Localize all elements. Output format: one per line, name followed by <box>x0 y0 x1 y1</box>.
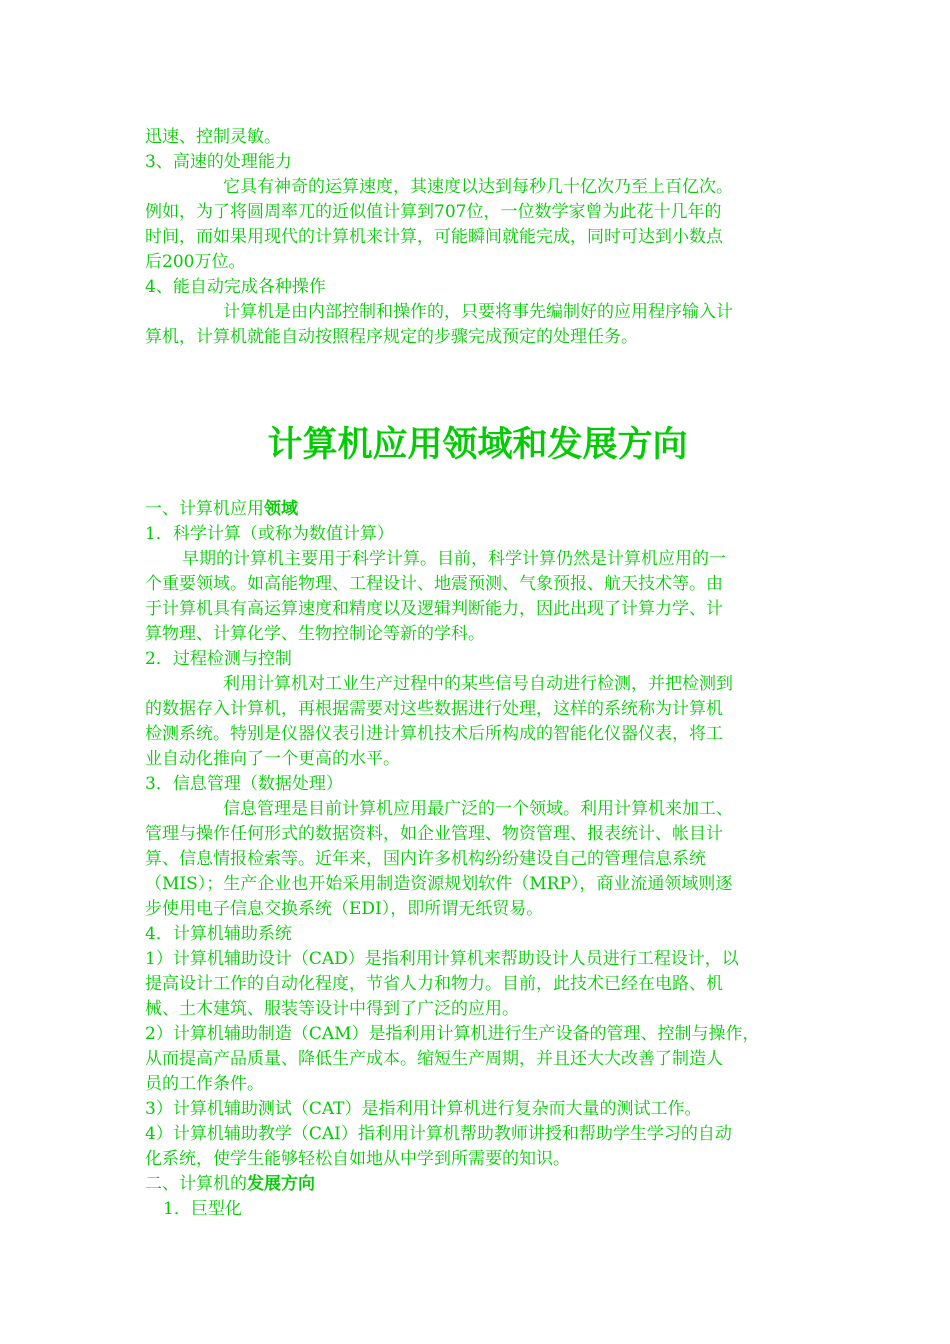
item-heading: 1．科学计算（或称为数值计算） <box>145 524 394 544</box>
item-heading: 3．信息管理（数据处理） <box>145 774 343 794</box>
paragraph-line: 管理与操作任何形式的数据资料，如企业管理、物资管理、报表统计、帐目计 <box>145 824 723 844</box>
paragraph-line: 1）计算机辅助设计（CAD）是指利用计算机来帮助设计人员进行工程设计，以 <box>145 949 739 969</box>
document-title: 计算机应用领域和发展方向 <box>267 425 688 465</box>
paragraph-line: 时间，而如果用现代的计算机来计算，可能瞬间就能完成，同时可达到小数点 <box>145 227 723 247</box>
item-heading: 3、高速的处理能力 <box>145 152 292 172</box>
section-heading-prefix: 二、计算机的 <box>145 1174 247 1194</box>
paragraph-line: 迅速、控制灵敏。 <box>145 127 281 147</box>
paragraph-line: 步使用电子信息交换系统（EDI），即所谓无纸贸易。 <box>145 899 544 919</box>
paragraph-line: 它具有神奇的运算速度，其速度以达到每秒几十亿次乃至上百亿次。 <box>223 177 733 197</box>
paragraph-line: 3）计算机辅助测试（CAT）是指利用计算机进行复杂而大量的测试工作。 <box>145 1099 702 1119</box>
paragraph-line: 2）计算机辅助制造（CAM）是指利用计算机进行生产设备的管理、控制与操作， <box>145 1024 760 1044</box>
title-gap <box>145 470 810 497</box>
paragraph-line: 从而提高产品质量、降低生产成本。缩短生产周期，并且还大大改善了制造人 <box>145 1049 723 1069</box>
paragraph-line: 4）计算机辅助教学（CAI）指利用计算机帮助教师讲授和帮助学生学习的自动 <box>145 1124 732 1144</box>
paragraph-line: 的数据存入计算机，再根据需要对这些数据进行处理，这样的系统称为计算机 <box>145 699 723 719</box>
paragraph-line: 算、信息情报检索等。近年来，国内许多机构纷纷建设自己的管理信息系统 <box>145 849 706 869</box>
section-heading-prefix: 一、计算机应用 <box>145 499 264 519</box>
item-heading: 4．计算机辅助系统 <box>145 924 292 944</box>
paragraph-line: 计算机是由内部控制和操作的，只要将事先编制好的应用程序输入计 <box>223 302 733 322</box>
paragraph-line: 个重要领域。如高能物理、工程设计、地震预测、气象预报、航天技术等。由 <box>145 574 723 594</box>
paragraph-line: 例如，为了将圆周率兀的近似值计算到707位，一位数学家曾为此花十几年的 <box>145 202 722 222</box>
paragraph-line: 化系统，使学生能够轻松自如地从中学到所需要的知识。 <box>145 1149 570 1169</box>
item-heading: 2．过程检测与控制 <box>145 649 292 669</box>
paragraph-line: 械、土木建筑、服装等设计中得到了广泛的应用。 <box>145 999 519 1019</box>
paragraph-line: 算机，计算机就能自动按照程序规定的步骤完成预定的处理任务。 <box>145 327 638 347</box>
paragraph-line: 提高设计工作的自动化程度，节省人力和物力。目前，此技术已经在电路、机 <box>145 974 723 994</box>
paragraph-line: 利用计算机对工业生产过程中的某些信号自动进行检测，并把检测到 <box>223 674 733 694</box>
paragraph-line: 早期的计算机主要用于科学计算。目前，科学计算仍然是计算机应用的一 <box>182 549 726 569</box>
item-heading: 4、能自动完成各种操作 <box>145 277 326 297</box>
section-gap <box>145 350 810 420</box>
section-heading <box>145 1172 810 1197</box>
section-heading-bold: 领域 <box>264 499 298 519</box>
paragraph-line: （MIS）；生产企业也开始采用制造资源规划软件（MRP），商业流通领域则逐 <box>145 874 733 894</box>
paragraph-line: 业自动化推向了一个更高的水平。 <box>145 749 400 769</box>
paragraph-line: 检测系统。特别是仪器仪表引进计算机技术后所构成的智能化仪器仪表，将工 <box>145 724 723 744</box>
item-heading: 1．巨型化 <box>163 1199 242 1219</box>
paragraph-line: 于计算机具有高运算速度和精度以及逻辑判断能力，因此出现了计算力学、计 <box>145 599 723 619</box>
section-heading-bold: 发展方向 <box>247 1174 315 1194</box>
paragraph-line: 算物理、计算化学、生物控制论等新的学科。 <box>145 624 485 644</box>
section-heading <box>145 497 810 522</box>
paragraph-line: 信息管理是目前计算机应用最广泛的一个领域。利用计算机来加工、 <box>223 799 733 819</box>
paragraph-line: 后200万位。 <box>145 252 246 272</box>
paragraph-line: 员的工作条件。 <box>145 1074 264 1094</box>
document-body <box>145 125 810 1222</box>
